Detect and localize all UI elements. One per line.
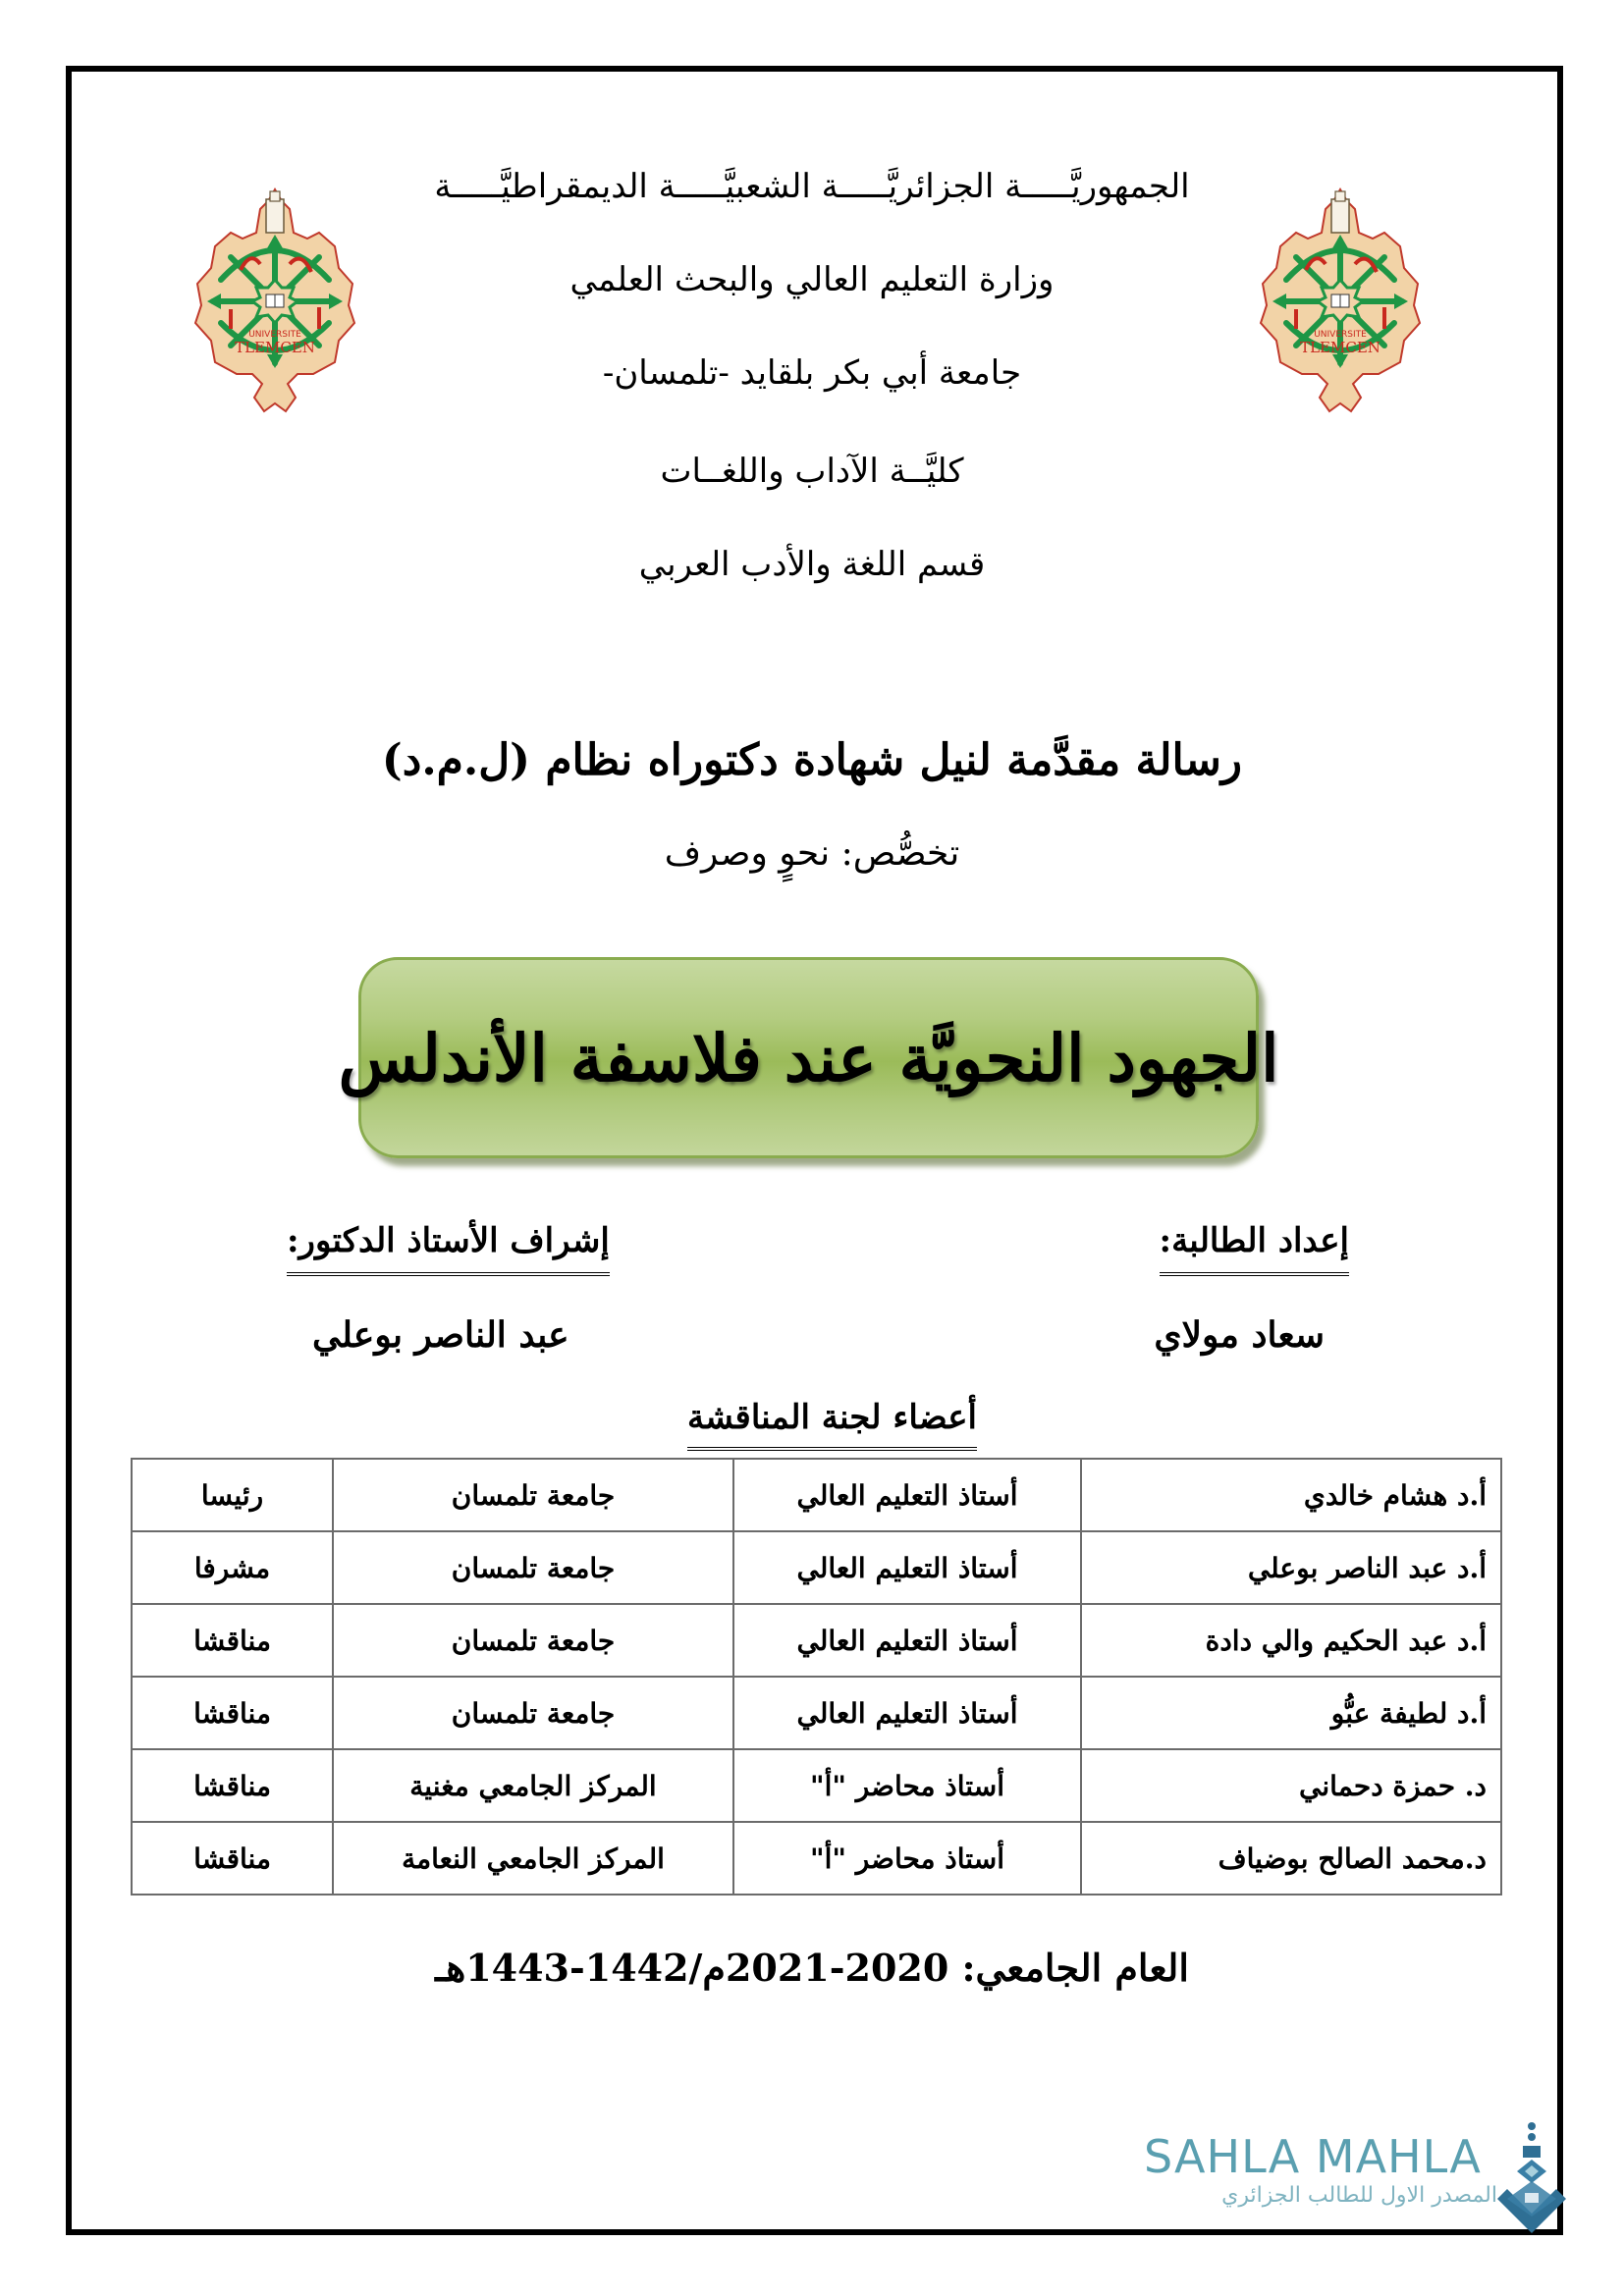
member-rank: أستاذ محاضر "أ" — [733, 1822, 1081, 1895]
ministry-name: وزارة التعليم العالي والبحث العلمي — [569, 260, 1055, 299]
member-name: أ.د عبد الحكيم والي دادة — [1081, 1604, 1501, 1677]
table-row — [132, 1459, 1501, 1531]
member-institution: جامعة تلمسان — [333, 1531, 733, 1604]
member-institution: جامعة تلمسان — [333, 1459, 733, 1531]
specialty: تخصُّص: نحوٍ وصرف — [664, 833, 960, 874]
table-row — [132, 1749, 1501, 1822]
student-name: سعاد مولاي — [1154, 1314, 1325, 1356]
supervisor-name: عبد الناصر بوعلي — [312, 1314, 569, 1356]
supervisor-label: إشراف الأستاذ الدكتور: — [287, 1217, 610, 1276]
republic-name: الجمهوريَّـــــة الجزائريَّـــــة الشعبيَّـــــة الديمقراطيَّـــــة — [434, 167, 1190, 206]
table-row — [132, 1604, 1501, 1677]
academic-year: العام الجامعي: 2020-2021م/1442-1443هـ — [435, 1946, 1189, 1990]
member-role: مناقشا — [132, 1822, 333, 1895]
university-name: جامعة أبي بكر بلقايد -تلمسان- — [602, 353, 1022, 393]
table-row — [132, 1677, 1501, 1749]
svg-text:TLEMCEN: TLEMCEN — [235, 339, 315, 356]
committee-table — [131, 1458, 1502, 1896]
member-rank: أستاذ التعليم العالي — [733, 1459, 1081, 1531]
member-institution: المركز الجامعي مغنية — [333, 1749, 733, 1822]
faculty-name: كليَّــة الآداب واللغــات — [660, 452, 964, 491]
sahla-mahla-logo-icon — [1488, 2120, 1576, 2238]
member-name: أ.د عبد الناصر بوعلي — [1081, 1531, 1501, 1604]
thesis-statement: رسالة مقدَّمة لنيل شهادة دكتوراه نظام (ل.م.د) — [381, 735, 1243, 785]
member-rank: أستاذ محاضر "أ" — [733, 1749, 1081, 1822]
sahla-mahla-watermark — [1129, 2130, 1561, 2228]
thesis-title-box — [338, 957, 1279, 1158]
member-rank: أستاذ التعليم العالي — [733, 1531, 1081, 1604]
member-role: مشرفا — [132, 1531, 333, 1604]
member-role: رئيسا — [132, 1459, 333, 1531]
watermark-title: SAHLA MAHLA — [1144, 2130, 1482, 2183]
thesis-title: الجهود النحويَّة عند فلاسفة الأندلس — [338, 1019, 1279, 1096]
watermark-subtitle: المصدر الاول للطالب الجزائري — [1221, 2183, 1497, 2208]
table-row — [132, 1822, 1501, 1895]
table-row — [132, 1531, 1501, 1604]
member-institution: المركز الجامعي النعامة — [333, 1822, 733, 1895]
member-role: مناقشا — [132, 1604, 333, 1677]
member-name: أ.د لطيفة عبُّو — [1081, 1677, 1501, 1749]
member-institution: جامعة تلمسان — [333, 1604, 733, 1677]
member-role: مناقشا — [132, 1749, 333, 1822]
department-name: قسم اللغة والأدب العربي — [638, 545, 986, 584]
member-institution: جامعة تلمسان — [333, 1677, 733, 1749]
member-rank: أستاذ التعليم العالي — [733, 1677, 1081, 1749]
committee-heading: أعضاء لجنة المناقشة — [687, 1394, 977, 1451]
svg-text:TLEMCEN: TLEMCEN — [1300, 339, 1380, 356]
svg-text:UNIVERSITE: UNIVERSITE — [1314, 330, 1367, 340]
member-name: د.محمد الصالح بوضياف — [1081, 1822, 1501, 1895]
student-label: إعداد الطالبة: — [1160, 1217, 1349, 1276]
member-role: مناقشا — [132, 1677, 333, 1749]
member-rank: أستاذ التعليم العالي — [733, 1604, 1081, 1677]
member-name: د. حمزة دحماني — [1081, 1749, 1501, 1822]
svg-text:UNIVERSITE: UNIVERSITE — [248, 330, 301, 340]
member-name: أ.د هشام خالدي — [1081, 1459, 1501, 1531]
